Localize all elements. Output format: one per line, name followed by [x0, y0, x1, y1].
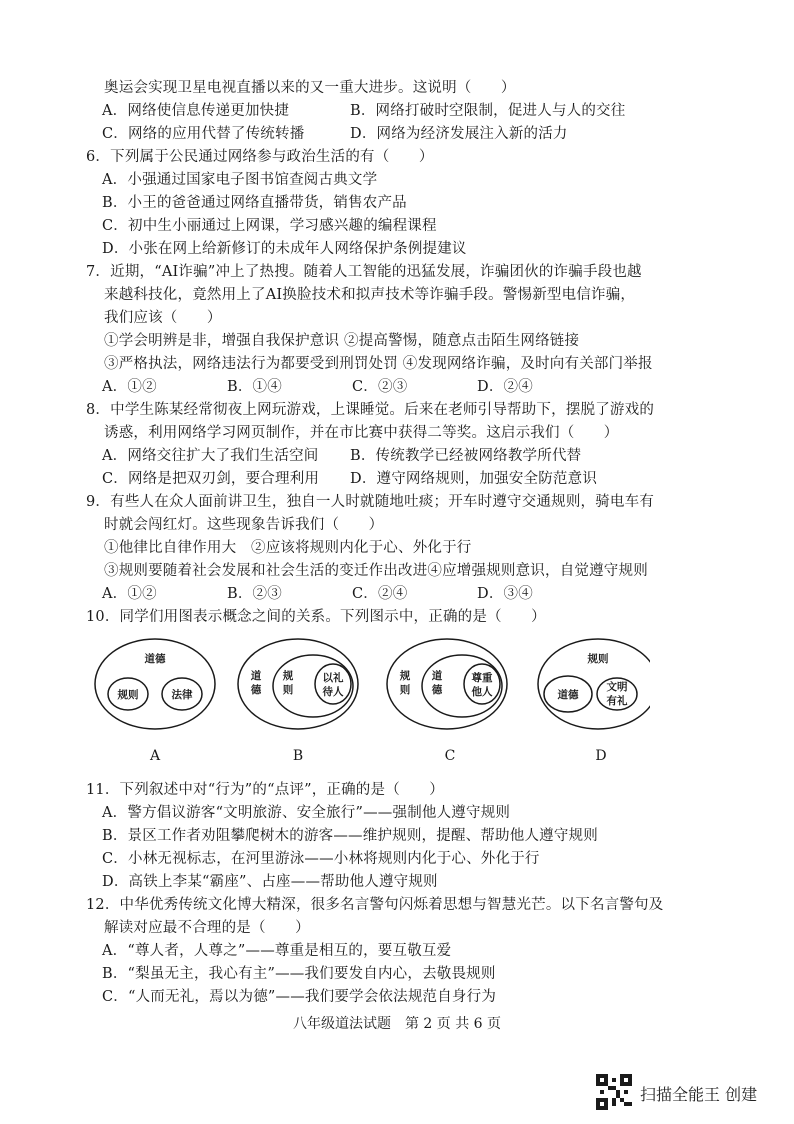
diagram-d-right-label-1: 文明 — [606, 681, 628, 693]
q8-option-b: B．传统教学已经被网络教学所代替 — [350, 448, 582, 464]
q10-diagrams — [90, 636, 650, 766]
q9-choice-b: B．②③ — [227, 586, 282, 602]
diagram-c-inner-label-2: 他人 — [471, 686, 493, 698]
diagram-a-right-label: 法律 — [171, 689, 193, 701]
diagram-b-middle-label-1: 规 — [282, 670, 294, 682]
q5-option-a: A．网络使信息传递更加快捷 — [102, 103, 290, 119]
q7-stem-line1: 7．近期，“AI诈骗”冲上了热搜。随着人工智能的迅猛发展，诈骗团伙的诈骗手段也越 — [86, 264, 642, 280]
scanner-watermark: 扫描全能王 创建 — [640, 1085, 758, 1104]
q7-choice-b: B．①④ — [227, 379, 282, 395]
q7-choices — [102, 377, 533, 397]
diagram-b-letter: B — [292, 748, 304, 764]
diagram-c-middle-label-2: 德 — [431, 684, 443, 696]
diagram-b-inner — [315, 664, 351, 704]
diagram-b-outer-label-1: 道 — [250, 670, 262, 682]
q5-option-c: C．网络的应用代替了传统转播 — [102, 126, 305, 142]
q7-stem-line3: 我们应该（ ） — [104, 310, 222, 326]
diagram-a-left-label: 规则 — [117, 689, 139, 701]
diagram-b-inner-label-1: 以礼 — [322, 672, 344, 684]
diagram-c-inner-label-1: 尊重 — [471, 672, 493, 684]
diagram-b-middle-label-2: 则 — [282, 684, 294, 696]
q11-option-d: D．高铁上李某“霸座”、占座——帮助他人遵守规则 — [102, 874, 438, 890]
q9-statements-2: ③规则要随着社会发展和社会生活的变迁作出改进④应增强规则意识，自觉遵守规则 — [104, 563, 648, 579]
diagram-d-left-label: 道德 — [557, 689, 579, 701]
q6-option-a: A．小强通过国家电子图书馆查阅古典文学 — [102, 172, 378, 188]
qr-code-icon — [596, 1074, 632, 1110]
q8-option-a: A．网络交往扩大了我们生活空间 — [102, 448, 319, 464]
q7-stem-line2: 来越科技化，竟然用上了AI换脸技术和拟声技术等诈骗手段。警惕新型电信诈骗， — [104, 287, 636, 303]
q8-option-c: C．网络是把双刃剑，要合理利用 — [102, 471, 320, 487]
diagram-c-letter: C — [444, 748, 456, 764]
q6-option-b: B．小王的爸爸通过网络直播带货，销售农产品 — [102, 195, 407, 211]
q9-stem-line2: 时就会闯红灯。这些现象告诉我们（ ） — [104, 517, 384, 533]
diagram-c-middle-label-1: 道 — [431, 670, 443, 682]
q11-option-a: A．警方倡议游客“文明旅游、安全旅行”——强制他人遵守规则 — [102, 805, 511, 821]
diagram-d-letter: D — [595, 748, 607, 764]
q8-option-d: D．遵守网络规则，加强安全防范意识 — [350, 471, 598, 487]
q5-stem-tail: 奥运会实现卫星电视直播以来的又一重大进步。这说明（ ） — [104, 80, 516, 96]
q6-option-d: D．小张在网上给新修订的未成年人网络保护条例提建议 — [102, 241, 467, 257]
q11-stem: 11．下列叙述中对“行为”的“点评”，正确的是（ ） — [86, 782, 445, 798]
q9-choice-c: C．②④ — [352, 586, 408, 602]
diagram-c-outer-label-1: 规 — [399, 670, 411, 682]
q12-stem-line1: 12．中华优秀传统文化博大精深，很多名言警句闪烁着思想与智慧光芒。以下名言警句及 — [86, 897, 664, 913]
q9-choice-d: D．③④ — [477, 586, 533, 602]
q12-option-b: B．“梨虽无主，我心有主”——我们要发自内心，去敬畏规则 — [102, 966, 496, 982]
q7-statements-2: ③严格执法，网络违法行为都要受到刑罚处罚 ④发现网络诈骗，及时向有关部门举报 — [104, 356, 653, 372]
q11-option-b: B．景区工作者劝阻攀爬树木的游客——维护规则，提醒、帮助他人遵守规则 — [102, 828, 598, 844]
diagram-d-outer-label: 规则 — [587, 653, 609, 665]
diagram-c-outer-label-2: 则 — [399, 684, 411, 696]
q7-choice-d: D．②④ — [477, 379, 533, 395]
diagram-a-letter: A — [149, 748, 161, 764]
q7-choice-c: C．②③ — [352, 379, 408, 395]
q9-choice-a: A．①② — [102, 586, 157, 602]
diagram-c-inner — [464, 664, 500, 704]
q11-option-c: C．小林无视标志，在河里游泳——小林将规则内化于心、外化于行 — [102, 851, 540, 867]
q12-option-a: A．“尊人者，人尊之”——尊重是相互的，要互敬互爱 — [102, 943, 452, 959]
q7-choice-a: A．①② — [102, 379, 157, 395]
diagram-a-outer-label: 道德 — [144, 653, 166, 665]
q6-option-c: C．初中生小丽通过上网课，学习感兴趣的编程课程 — [102, 218, 437, 234]
q5-option-d: D．网络为经济发展注入新的活力 — [350, 126, 568, 142]
q5-option-b: B．网络打破时空限制，促进人与人的交往 — [350, 103, 626, 119]
page-footer: 八年级道法试题 第 2 页 共 6 页 — [292, 1016, 502, 1032]
q7-statements-1: ①学会明辨是非，增强自我保护意识 ②提高警惕，随意点击陌生网络链接 — [104, 333, 580, 349]
diagram-b-inner-label-2: 待人 — [322, 686, 344, 698]
q10-stem: 10．同学们用图表示概念之间的关系。下列图示中，正确的是（ ） — [86, 609, 546, 625]
q12-stem-line2: 解读对应最不合理的是（ ） — [104, 920, 310, 936]
q9-stem-line1: 9．有些人在众人面前讲卫生，独自一人时就随地吐痰；开车时遵守交通规则，骑电车有 — [86, 494, 655, 510]
diagram-d-right-label-2: 有礼 — [606, 695, 628, 707]
q8-stem-line2: 诱惑，利用网络学习网页制作，并在市比赛中获得二等奖。这启示我们（ ） — [104, 425, 619, 441]
q9-choices — [102, 584, 533, 604]
q8-stem-line1: 8．中学生陈某经常彻夜上网玩游戏，上课睡觉。后来在老师引导帮助下，摆脱了游戏的 — [86, 402, 655, 418]
diagram-b-outer-label-2: 德 — [250, 684, 262, 696]
q9-statements-1: ①他律比自律作用大 ②应该将规则内化于心、外化于行 — [104, 540, 472, 556]
q6-stem: 6．下列属于公民通过网络参与政治生活的有（ ） — [86, 149, 434, 165]
q12-option-c: C．“人而无礼，焉以为德”——我们要学会依法规范自身行为 — [102, 989, 497, 1005]
